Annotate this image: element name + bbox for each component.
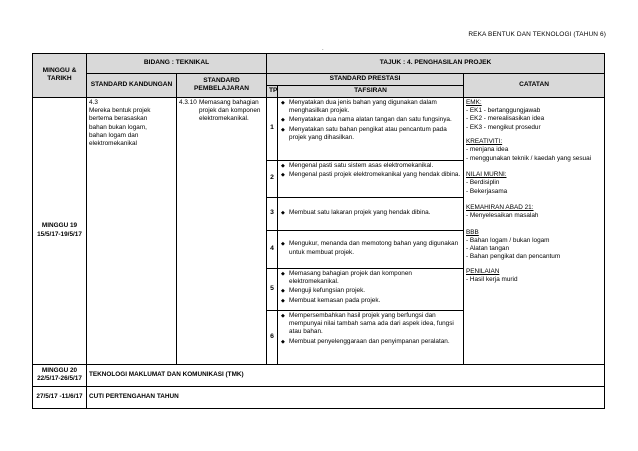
- catatan-group: [466, 268, 602, 285]
- tafsiran-4: [278, 230, 464, 268]
- tp-4: 4: [267, 230, 278, 268]
- week2-activity: TEKNOLOGI MAKLUMAT DAN KOMUNIKASI (TMK): [87, 364, 605, 386]
- tp-3: 3: [267, 197, 278, 230]
- catatan-line: - Alatan tangan: [466, 245, 510, 253]
- catatan-line: - Bahan logam / bukan logam: [466, 236, 550, 244]
- catatan-line: - Hasil kerja murid: [466, 276, 518, 284]
- tafsiran-item: ◆ Mengukur, menanda dan memotong bahan yang digunakan untuk membuat projek.: [281, 240, 461, 257]
- sk-text: Mereka bentuk projek bertema berasaskan bahan bukan logam, bahan logam dan elektromekanikal: [89, 106, 151, 148]
- sp-number: 4.3.10: [179, 98, 197, 106]
- standard-pembelajaran-cell: [177, 97, 267, 364]
- tafsiran-item: ◆ Membuat kemasan pada projek.: [281, 297, 461, 305]
- catatan-line: - Menyelesaikan masalah: [466, 212, 539, 220]
- standard-kandungan-cell: [87, 97, 177, 364]
- header-minggu: MINGGU & TARIKH: [33, 54, 87, 98]
- week1-cell: [33, 97, 87, 364]
- catatan-heading: KREATIVITI:: [466, 137, 503, 145]
- week3-tarikh: 27/5/17 -11/6/17: [33, 386, 87, 408]
- divider-dot: .: [322, 46, 324, 52]
- catatan-line: - menggunakan teknik / kaedah yang sesuai: [466, 154, 592, 162]
- catatan-line: - EK2 - merealisasikan idea: [466, 115, 545, 123]
- header-catatan: CATATAN: [464, 74, 605, 98]
- tp-6: 6: [267, 310, 278, 364]
- tafsiran-5: [278, 268, 464, 310]
- tafsiran-item: ◆ Mengenal pasti projek elektromekanikal yang hendak dibina.: [281, 171, 461, 179]
- header-standard-kandungan: STANDARD KANDUNGAN: [87, 74, 177, 98]
- tafsiran-2: [278, 160, 464, 197]
- header-tajuk: TAJUK : 4. PENGHASILAN PROJEK: [267, 54, 605, 74]
- catatan-group: [466, 138, 602, 163]
- tafsiran-item: ◆ Mengenal pasti satu sistem asas elektromekanikal.: [281, 162, 461, 170]
- tafsiran-1: [278, 97, 464, 160]
- catatan-line: - Berdisiplin: [466, 179, 500, 187]
- catatan-line: - EK3 - mengikut prosedur: [466, 123, 541, 131]
- catatan-group: [466, 229, 602, 262]
- tp-2: 2: [267, 160, 278, 197]
- catatan-group: [466, 99, 602, 132]
- catatan-group: [466, 171, 602, 196]
- catatan-heading: BBB: [466, 228, 479, 236]
- catatan-group: [466, 204, 602, 221]
- header-standard-pembelajaran: STANDARD PEMBELAJARAN: [177, 74, 267, 98]
- document-header: REKA BENTUK DAN TEKNOLOGI (TAHUN 6): [468, 31, 606, 38]
- tp-5: 5: [267, 268, 278, 310]
- sk-number: 4.3: [89, 98, 98, 106]
- catatan-heading: KEMAHIRAN ABAD 21:: [466, 203, 534, 211]
- week1-tarikh: 15/5/17-19/5/17: [37, 230, 82, 238]
- tafsiran-item: ◆ Menyatakan satu bahan pengikat atau pencantum pada projek yang dihasilkan.: [281, 126, 461, 143]
- catatan-line: - Bahan pengikat dan pencantum: [466, 253, 561, 261]
- tafsiran-6: [278, 310, 464, 364]
- tafsiran-item: ◆ Menyatakan dua jenis bahan yang digunakan dalam menghasilkan projek.: [281, 99, 461, 116]
- header-tafsiran: TAFSIRAN: [278, 86, 464, 98]
- catatan-cell: [464, 97, 605, 364]
- week1-minggu: MINGGU 19: [41, 222, 78, 230]
- catatan-heading: EMK:: [466, 98, 482, 106]
- week3-activity: CUTI PERTENGAHAN TAHUN: [87, 386, 605, 408]
- lesson-plan-table: [32, 53, 605, 409]
- catatan-line: - menjana idea: [466, 146, 509, 154]
- week2-minggu: MINGGU 20: [41, 366, 78, 374]
- tp-1: 1: [267, 97, 278, 160]
- week2-cell: [33, 364, 87, 386]
- catatan-heading: PENILAIAN: [466, 267, 500, 275]
- tafsiran-item: ◆ Membuat penyelenggaraan dan penyimpanan peralatan.: [281, 338, 461, 346]
- tafsiran-3: [278, 197, 464, 230]
- header-standard-prestasi: STANDARD PRESTASI: [267, 74, 464, 86]
- tafsiran-item: ◆ Memasang bahagian projek dan komponen elektromekanikal.: [281, 270, 461, 287]
- sp-text: Memasang bahagian projek dan komponen elektromekanikal.: [199, 98, 261, 123]
- tafsiran-item: ◆ Mempersembahkan hasil projek yang berfungsi dan mempunyai nilai tambah sama ada dari aspek idea, fungsi atau bahan.: [281, 312, 461, 337]
- tafsiran-item: ◆ Menguji kefungsian projek.: [281, 287, 461, 295]
- tafsiran-item: ◆ Membuat satu lakaran projek yang hendak dibina.: [281, 209, 461, 217]
- header-bidang: BIDANG : TEKNIKAL: [87, 54, 267, 74]
- catatan-line: - Bekerjasama: [466, 187, 508, 195]
- tafsiran-item: ◆ Menyatakan dua nama alatan tangan dan satu fungsinya.: [281, 116, 461, 124]
- catatan-line: - EK1 - bertanggungjawab: [466, 106, 541, 114]
- catatan-heading: NILAI MURNI:: [466, 170, 507, 178]
- week2-tarikh: 22/5/17-26/5/17: [37, 375, 82, 383]
- header-tp: TP: [267, 86, 278, 98]
